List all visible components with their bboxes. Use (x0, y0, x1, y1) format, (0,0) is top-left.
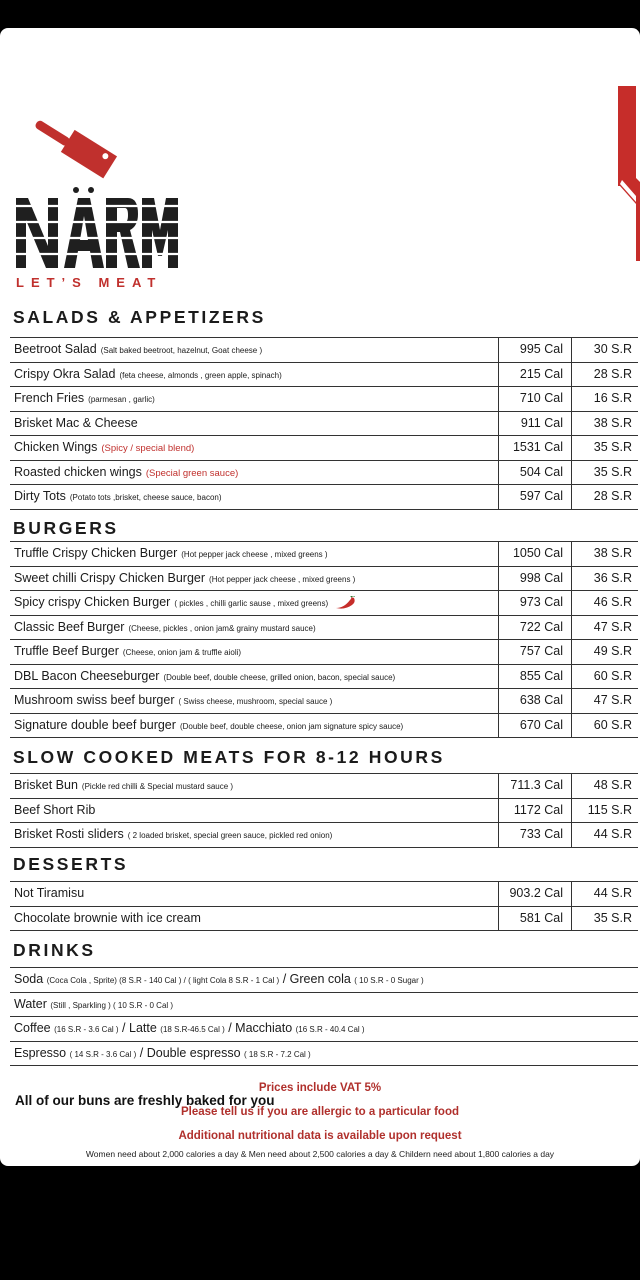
drinks-table (10, 967, 638, 1066)
menu-item-row (10, 485, 638, 510)
menu-item-name-cell (14, 616, 316, 641)
menu-item-price: 38 S.R (593, 415, 632, 430)
menu-item-name: Mushroom swiss beef burger (14, 693, 175, 707)
menu-item-price: 60 S.R (593, 717, 632, 732)
decorative-red-stripe (616, 86, 640, 261)
menu-item-price: 35 S.R (593, 464, 632, 479)
menu-item-description: (Double beef, double cheese, grilled onion, bacon, special sauce) (163, 672, 396, 682)
menu-item-name: Signature double beef burger (14, 717, 176, 732)
menu-item-price: 35 S.R (593, 440, 632, 454)
section-title-salads: SALADS & APPETIZERS (13, 307, 266, 327)
section-title-burgers: BURGERS (13, 518, 119, 538)
menu-item-name-cell (14, 591, 356, 616)
menu-item-calories: 215 Cal (498, 363, 572, 388)
menu-item-name-cell (14, 567, 355, 592)
menu-item-calories: 733 Cal (498, 823, 572, 848)
brand-tagline: LET’S MEAT (16, 275, 163, 290)
menu-item-calories: 670 Cal (498, 714, 572, 739)
menu-item-name-cell (14, 412, 142, 437)
menu-item-name-cell (14, 485, 222, 510)
menu-item-name: DBL Bacon Cheeseburger (14, 668, 160, 683)
nutrition-note: Additional nutritional data is available upon request (178, 1130, 462, 1142)
menu-item-row (10, 882, 638, 907)
vat-note: Prices include VAT 5% (258, 1082, 382, 1094)
menu-item-price: 44 S.R (593, 886, 632, 900)
menu-item-name-cell (14, 640, 241, 665)
drink-details: ( 18 S.R - 7.2 Cal ) (244, 1049, 311, 1059)
menu-item-calories: 711.3 Cal (498, 774, 572, 799)
menu-item-name-cell (14, 882, 88, 907)
menu-item-calories: 757 Cal (498, 640, 572, 665)
drink-name: / Latte (122, 1021, 157, 1035)
menu-item-row (10, 567, 638, 592)
menu-item-calories: 995 Cal (498, 338, 572, 363)
burgers-table (10, 541, 638, 738)
allergy-note: Please tell us if you are allergic to a particular food (180, 1106, 459, 1118)
drink-name: / Green cola (282, 972, 351, 986)
menu-item-calories: 638 Cal (498, 689, 572, 714)
drink-name: Espresso (14, 1045, 67, 1060)
menu-item-name-cell (14, 387, 155, 412)
menu-item-name-cell (14, 665, 395, 690)
menu-item-description: ( pickles , chilli garlic sause , mixed greens) (174, 599, 329, 608)
menu-item-price: 115 S.R (587, 802, 632, 817)
menu-item-description: (feta cheese, almonds , green apple, spinach) (119, 370, 282, 380)
menu-item-price: 28 S.R (593, 366, 632, 381)
menu-item-calories: 1172 Cal (498, 799, 572, 824)
drinks-line (14, 1042, 311, 1067)
drink-name: / Macchiato (228, 1021, 293, 1035)
menu-item-description: (Salt baked beetroot, hazelnut, Goat cheese ) (100, 346, 263, 355)
menu-item-row (10, 907, 638, 932)
drink-name: Coffee (14, 1021, 51, 1035)
menu-item-description: (Pickle red chilli & Special mustard sauce ) (81, 782, 234, 791)
menu-item-name-cell (14, 363, 282, 388)
menu-item-price: 47 S.R (593, 693, 632, 707)
salads-table (10, 337, 638, 510)
menu-item-row (10, 799, 638, 824)
menu-item-description: ( Swiss cheese, mushroom, special sauce ) (178, 697, 333, 706)
menu-item-description: ( 2 loaded brisket, special green sauce, pickled red onion) (127, 831, 333, 840)
menu-item-name-cell (14, 823, 332, 848)
menu-item-row (10, 665, 638, 690)
menu-item-calories: 722 Cal (498, 616, 572, 641)
menu-item-name: Brisket Bun (14, 778, 78, 792)
menu-item-row (10, 436, 638, 461)
menu-item-name: Brisket Mac & Cheese (14, 415, 138, 430)
menu-item-name: Beetroot Salad (14, 342, 97, 356)
menu-item-row (10, 823, 638, 848)
menu-item-calories: 1531 Cal (498, 436, 572, 461)
menu-item-name-cell (14, 338, 262, 363)
menu-item-name-cell (14, 774, 233, 799)
menu-item-price: 47 S.R (593, 619, 632, 634)
menu-item-name: Chicken Wings (14, 440, 98, 454)
section-title-slow-cooked: SLOW COOKED MEATS FOR 8-12 HOURS (13, 747, 445, 767)
menu-item-name-cell (14, 436, 194, 461)
menu-item-description: (parmesan , garlic) (88, 395, 155, 404)
menu-item-row (10, 542, 638, 567)
menu-item-name: Sweet chilli Crispy Chicken Burger (14, 570, 206, 585)
drinks-row (10, 1017, 638, 1042)
narmo-logo (14, 106, 184, 291)
menu-item-description: (Cheese, onion jam & truffle aioli) (122, 648, 242, 657)
menu-item-name: Beef Short Rib (14, 802, 96, 817)
menu-item-price: 49 S.R (593, 644, 632, 658)
menu-item-calories: 597 Cal (498, 485, 572, 510)
drink-details: ( 14 S.R - 3.6 Cal ) (69, 1049, 137, 1059)
menu-item-name: Dirty Tots (14, 489, 66, 503)
drink-name: / Double espresso (139, 1045, 241, 1060)
cleaver-icon (30, 111, 117, 179)
menu-item-description: (Potato tots ,brisket, cheese sauce, bacon) (69, 493, 222, 502)
menu-item-name: Brisket Rosti sliders (14, 827, 124, 841)
drinks-line (14, 968, 424, 993)
menu-item-description: (Hot pepper jack cheese , mixed greens ) (209, 574, 356, 584)
menu-item-name: Chocolate brownie with ice cream (14, 910, 201, 925)
menu-item-name: Truffle Beef Burger (14, 644, 119, 658)
chili-pepper-icon (334, 596, 356, 610)
menu-item-calories: 504 Cal (498, 461, 572, 486)
menu-item-row (10, 616, 638, 641)
drink-details: (16 S.R - 3.6 Cal ) (54, 1025, 119, 1034)
menu-item-price: 48 S.R (593, 778, 632, 792)
menu-item-price: 36 S.R (593, 570, 632, 585)
menu-item-row (10, 387, 638, 412)
section-title-desserts: DESSERTS (13, 854, 129, 874)
menu-item-calories: 911 Cal (498, 412, 572, 437)
menu-sheet (0, 28, 640, 1166)
menu-item-name: Not Tiramisu (14, 886, 85, 900)
menu-item-row (10, 461, 638, 486)
drink-details: ( 10 S.R - 0 Sugar ) (354, 976, 424, 985)
menu-item-name-cell (14, 714, 403, 739)
menu-item-name: Classic Beef Burger (14, 619, 125, 634)
menu-item-price: 60 S.R (593, 668, 632, 683)
menu-item-row (10, 714, 638, 739)
menu-item-description: (Double beef, double cheese, onion jam signature spicy sauce) (179, 721, 404, 731)
menu-item-row (10, 689, 638, 714)
drinks-line (14, 993, 173, 1018)
section-title-drinks: DRINKS (13, 940, 96, 960)
menu-item-name: Spicy crispy Chicken Burger (14, 595, 171, 609)
menu-item-calories: 1050 Cal (498, 542, 572, 567)
calorie-guidance-note: Women need about 2,000 calories a day & Men need about 2,500 calories a day & Childern need about 1,800 calories a day (85, 1149, 555, 1159)
menu-item-row (10, 591, 638, 616)
menu-item-calories: 903.2 Cal (498, 882, 572, 907)
menu-item-price: 35 S.R (593, 910, 632, 925)
menu-item-description: (Hot pepper jack cheese , mixed greens ) (181, 550, 328, 559)
menu-item-name: Truffle Crispy Chicken Burger (14, 546, 178, 560)
menu-item-price: 16 S.R (593, 391, 632, 405)
buns-note: All of our buns are freshly baked for you (15, 1093, 275, 1108)
menu-item-price: 38 S.R (593, 546, 632, 560)
menu-item-calories: 581 Cal (498, 907, 572, 932)
drink-details: (Still , Sparkling ) ( 10 S.R - 0 Cal ) (50, 1000, 174, 1010)
menu-item-description: (Special green sauce) (145, 467, 239, 479)
drinks-row (10, 1042, 638, 1067)
drink-name: Soda (14, 972, 44, 986)
menu-item-price: 30 S.R (593, 342, 632, 356)
drink-details: (18 S.R-46.5 Cal ) (160, 1025, 225, 1034)
slow-cooked-table (10, 773, 638, 848)
menu-item-price: 28 S.R (593, 489, 632, 503)
menu-item-name-cell (14, 542, 328, 567)
drinks-row (10, 968, 638, 993)
menu-item-calories: 855 Cal (498, 665, 572, 690)
menu-item-name: Roasted chicken wings (14, 464, 142, 479)
menu-item-name-cell (14, 461, 238, 486)
menu-item-calories: 710 Cal (498, 387, 572, 412)
menu-item-name: French Fries (14, 391, 85, 405)
drinks-row (10, 993, 638, 1018)
menu-item-description: (Cheese, pickles , onion jam& grainy mustard sauce) (128, 623, 316, 633)
menu-item-price: 46 S.R (593, 595, 632, 609)
menu-item-row (10, 412, 638, 437)
menu-item-name-cell (14, 689, 332, 714)
drinks-line (14, 1017, 365, 1042)
drink-details: (Coca Cola , Sprite) (8 S.R - 140 Cal ) / ( light Cola 8 S.R - 1 Cal ) (46, 976, 280, 985)
menu-item-row (10, 338, 638, 363)
desserts-table (10, 881, 638, 931)
drink-details: (16 S.R - 40.4 Cal ) (295, 1025, 365, 1034)
menu-item-row (10, 774, 638, 799)
drink-name: Water (14, 996, 47, 1011)
menu-item-name: Crispy Okra Salad (14, 366, 116, 381)
menu-item-description: (Spicy / special blend) (101, 443, 195, 454)
menu-item-row (10, 640, 638, 665)
menu-item-calories: 998 Cal (498, 567, 572, 592)
menu-item-name-cell (14, 907, 205, 932)
menu-item-row (10, 363, 638, 388)
menu-item-name-cell (14, 799, 99, 824)
menu-item-calories: 973 Cal (498, 591, 572, 616)
menu-item-price: 44 S.R (593, 827, 632, 841)
